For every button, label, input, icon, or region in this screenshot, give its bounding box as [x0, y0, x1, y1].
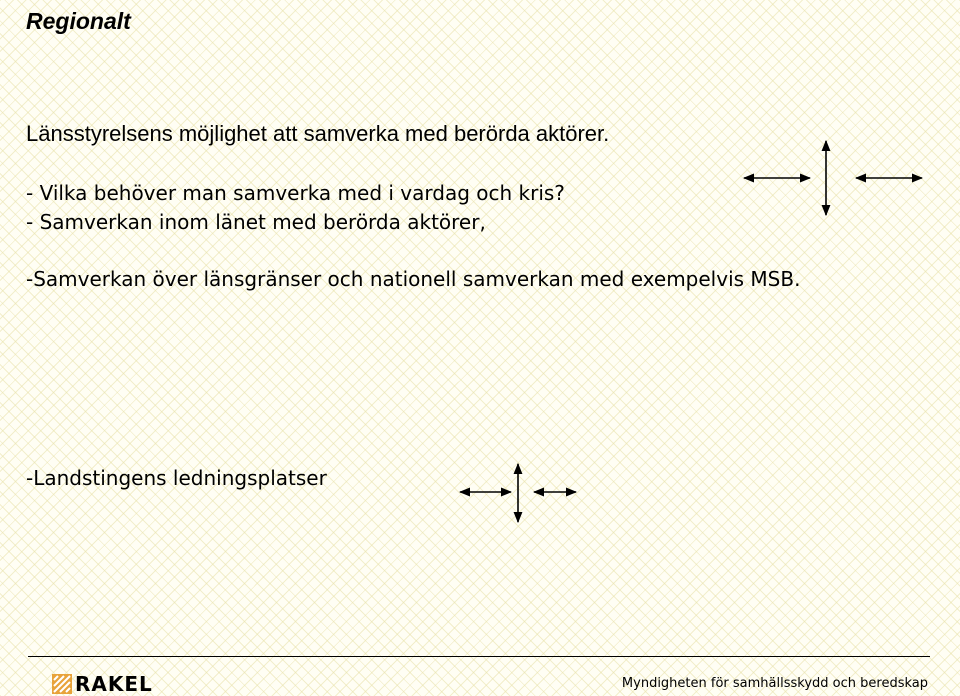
footer-divider	[28, 656, 930, 657]
rakel-signal-icon	[52, 674, 72, 694]
rakel-logo	[52, 673, 153, 695]
slide-title: Regionalt	[26, 8, 131, 34]
bullet-everyday-crisis: - Vilka behöver man samverka med i vardag och kris?	[26, 181, 565, 205]
double-arrow-icon-group-top	[744, 141, 922, 215]
logo-text: RAKEL	[75, 672, 153, 696]
agency-name: Myndigheten för samhällsskydd och beredskap	[621, 676, 928, 691]
double-arrow-icon-group-bottom	[460, 464, 576, 522]
bullet-within-county: - Samverkan inom länet med berörda aktörer,	[26, 210, 486, 234]
bullet-across-borders: -Samverkan över länsgränser och nationell samverkan med exempelvis MSB.	[26, 267, 801, 291]
slide-heading: Länsstyrelsens möjlighet att samverka med berörda aktörer.	[26, 121, 610, 146]
bullet-county-councils: -Landstingens ledningsplatser	[26, 466, 327, 490]
